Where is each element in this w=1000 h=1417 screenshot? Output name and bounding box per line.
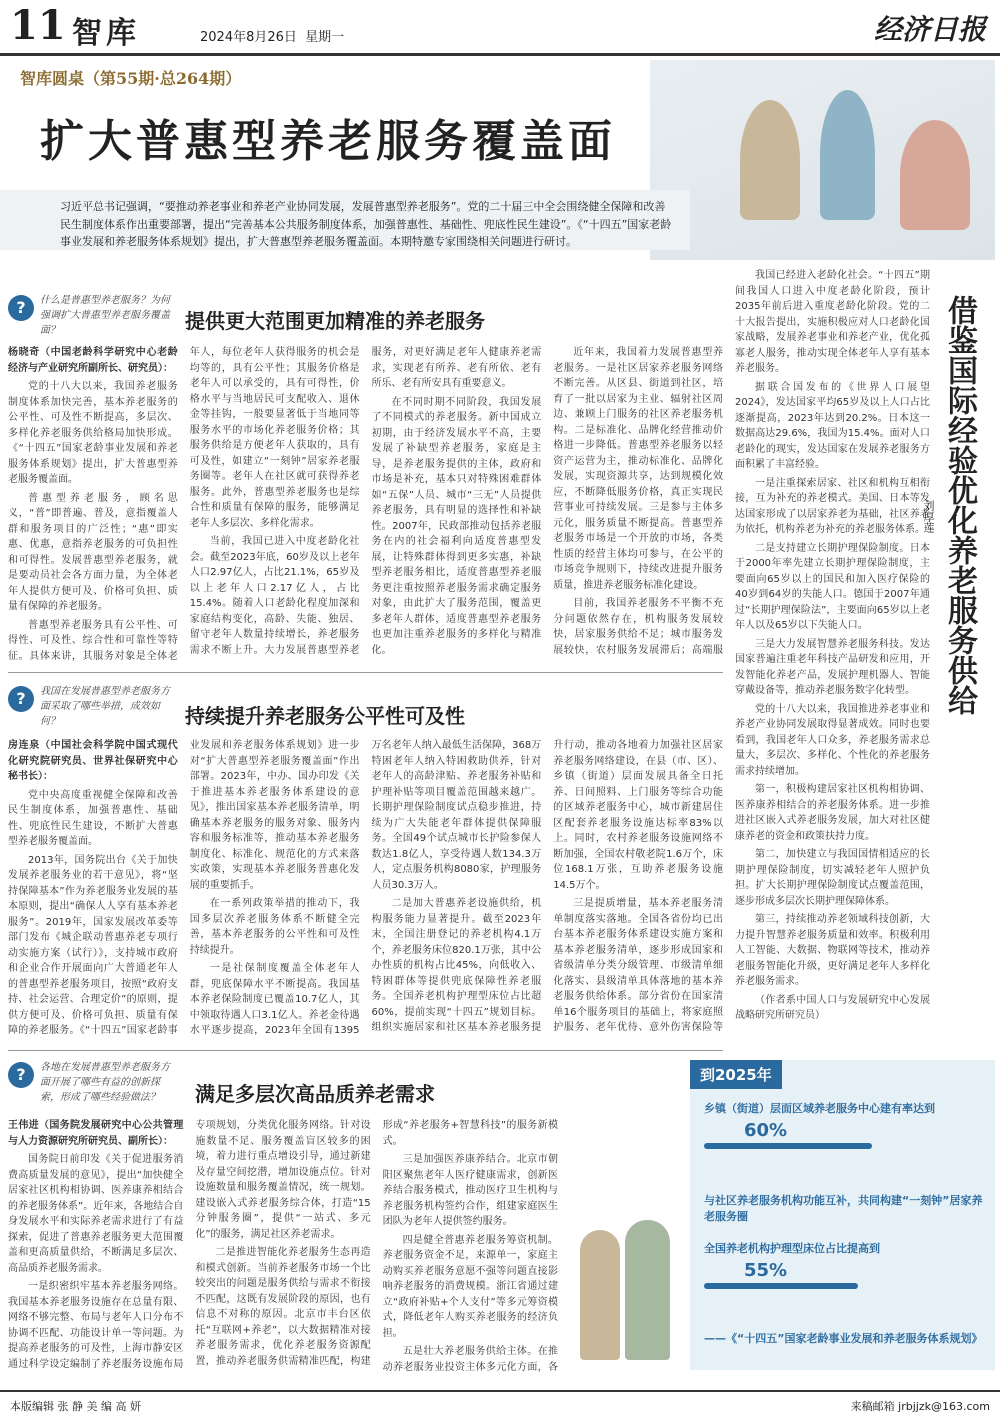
section-divider [8, 672, 723, 673]
section1-subhead: 提供更大范围更加精准的养老服务 [185, 309, 485, 333]
footer-editors: 本版编辑 张 静 美 编 高 妍 [10, 1400, 141, 1413]
stat-label: 乡镇（街道）层面区域养老服务中心建有率达到 [704, 1102, 935, 1115]
caregiver-figure [820, 90, 875, 220]
section3-question: 各地在发展普惠型养老服务方面开展了哪些有益的创新探索，形成了哪些经验做法？ [40, 1062, 170, 1103]
right-article-author: 刘厚莲 [922, 500, 935, 533]
section2-byline: 房连泉（中国社会科学院中国式现代化研究院研究员、世界社保研究中心秘书长）： [8, 740, 178, 782]
section2-body [8, 738, 723, 1043]
right-affiliation: （作者系中国人口与发展研究中心发展战略研究所研究员） [735, 994, 930, 1021]
section2-paragraph: 党中央高度重视健全保障和改善民生制度体系，加强普惠性、基础性、兜底性民生建设，不断扩大普惠型养老服务覆盖面。 [8, 789, 178, 847]
question-icon: ? [8, 295, 34, 321]
stat-value: 55% [744, 1260, 788, 1281]
section2-paragraph: 在一系列政策举措的推动下，我国多层次养老服务体系不断健全完善，基本养老服务的公平性和可及性持续提升。 [189, 898, 360, 956]
page-number: 11 [10, 2, 66, 49]
stats-title: 到2025年 [690, 1060, 782, 1089]
issue-date [200, 26, 344, 45]
stat-bar [704, 1283, 858, 1289]
section3-body [8, 1118, 558, 1386]
date-text: 2024年8月26日 [200, 30, 297, 45]
weekday-text: 星期一 [305, 30, 345, 45]
right-article-body [735, 268, 930, 1058]
section3-subhead: 满足多层次高品质养老需求 [195, 1082, 435, 1106]
masthead [0, 0, 1000, 56]
elderly-hero-illustration [650, 60, 995, 260]
right-paragraph: 我国已经进入老龄化社会。“十四五”期间我国人口进入中度老龄化阶段，预计2035年前后进入重度老龄化阶段。党的二十大报告提出，实施积极应对人口老龄化国家战略，发展养老事业和养老产业，优化孤寡老人服务，推动实现全体老年人享有基本养老服务。 [735, 270, 930, 374]
stat-bar [704, 1143, 872, 1149]
elderly-couple-illustration [560, 1170, 690, 1370]
right-paragraph: 二是支持建立长期护理保险制度。日本于2000年率先建立长期护理保险制度，主要面向65岁以上的国民和加入医疗保险的40岁到64岁的失能人口。德国于2007年通过“长期护理保险法”，主要面向65岁以上老年人以及65岁以下失能人口。 [735, 542, 930, 631]
section1-paragraph: 党的十八大以来，我国养老服务制度体系加快完善，基本养老服务的公平性、可及性不断提高，多层次、多样化养老服务供给格局加快形成。《“十四五”国家老龄事业发展和养老服务体系规划》提出，扩大普惠型养老服务覆盖面。 [8, 381, 178, 485]
section2-subhead: 持续提升养老服务公平性可及性 [185, 704, 465, 728]
question-icon: ? [8, 686, 34, 712]
page-footer [0, 1390, 1000, 1417]
stat-label: 全国养老机构护理型床位占比提高到 [704, 1242, 880, 1255]
stat-value: 60% [744, 1120, 788, 1141]
right-paragraph: 第一，积极构建居家社区机构相协调、医养康养相结合的养老服务体系。进一步推进社区嵌入式养老服务发展，加大对社区健康养老的资金和政策扶持力度。 [735, 784, 930, 842]
right-paragraph: 据联合国发布的《世界人口展望2024》，发达国家平均65岁及以上人口占比逐渐提高，2023年达到20.2%。日本这一数据高达29.6%，我国为15.4%。面对人口老龄化的现实，发达国家在发展养老服务方面积累了丰富经验。 [735, 381, 930, 470]
section1-paragraph: 目前，我国养老服务不平衡不充分问题依然存在，机构服务发展较快，居家服务供给不足；城市服务发展较快，农村服务发展滞后；高端服 [553, 598, 723, 656]
section2-paragraph: 2013年，国务院出台《关于加快发展养老服务业的若干意见》，将“坚持保障基本”作为养老服务业发展的基本原则，提出“确保人人享有基本养老服务”。2019年，国家发展改革委等部门发布《城企联动普惠养老专项行动实施方案（试行）》，支持城市政府和企业合作开展面向广大普通老年人的普惠型养老服务项目，按照“政府支持、社会运营、合理定价”的原则，提供方便可及、价格可负担、质量有保障的养老服务。《“十四五”国家老龄事业发展和养老服务体系规划》进一步对“扩大普惠型养老服务覆盖面”作出部署。2023年，中办、国办印发《关于推进基本养老服务体系建设的意见》，推出国家基本养老服务清单，明确基本养老服务的服务对象、服务内容和服务标准等，推动基本养老服务制度化、标准化、规范化的方式来落实政策，实现基本养老服务普惠化发展的重要抓手。 [8, 740, 360, 1036]
section1-paragraph: 普惠型养老服务，顾名思义，“普”即普遍、普及，意指覆盖人群和服务项目的广泛性；“惠”即实惠、优惠，意指养老服务的可负担性和可得性。发展普惠型养老服务，就是要动员社会各方面力量，为全体老年人提供方便可及、价格可负担、质量有保障的养老服务。 [8, 492, 178, 612]
section1-paragraph: 近年来，我国着力发展普惠型养老服务。一是社区居家养老服务网络不断完善。从区县、街道到社区，培育了一批以居家为主业、辐射社区周边、兼顾上门服务的社区养老服务机构。二是标准化、品牌化经营推动价格进一步降低。普惠型养老服务以轻资产运营为主，推动标准化、品牌化发展，实现资源共享，达到规模化效应，不断降低服务价格，真正实现民营事业可持续发展。三是参与主体多元化，服务质量不断提高。普惠型养老服务市场是一个开放的市场，各类性质的经营主体均可参与，在公平的市场竞争规则下，持续改进提升服务质量，推进养老服务标准化建设。 [553, 347, 723, 591]
stat-item [704, 1100, 984, 1149]
elderly-woman-figure [900, 120, 970, 230]
right-paragraph: 第三，持续推动养老领域科技创新，大力提升智慧养老服务质量和效率。积极利用人工智能、大数据、物联网等技术，推动养老服务智能化升级，更好满足老年人多样化养老服务需求。 [735, 914, 930, 987]
section1-paragraph: 当前，我国已进入中度老龄化社会。截至2023年底，60岁及以上老年人口2.97亿人，占比21.1%，65岁及以上老年人口2.17亿人，占比15.4%。随着人口老龄化程度加深和家庭结构变化，高龄、失能、独居、留守老年人数量持续增长，养老服务需求不断上升。大力发展普惠型养老服务，对更好满足老年人健康养老需求，实现老有所养、老有所依、老有所乐、老有所安具有重要意义。 [189, 347, 542, 656]
section-divider [8, 1050, 723, 1051]
column-tag: 智库圆桌（第55期·总264期） [20, 69, 242, 88]
stat-item [704, 1192, 984, 1224]
right-paragraph: 党的十八大以来，我国推进养老事业和养老产业协同发展取得显著成效。同时也要看到，我国老年人口众多，养老服务需求总量大，多层次、多样化、个性化的养老服务需求持续增加。 [735, 703, 930, 777]
elderly-man-figure [740, 100, 800, 220]
stats-source: ——《“十四五”国家老龄事业发展和养老服务体系规划》 [704, 1332, 983, 1345]
section3-paragraph: 国务院日前印发《关于促进服务消费高质量发展的意见》，提出“加快健全居家社区机构相协调、医养康养相结合的养老服务体系”。近年来，各地结合自身发展水平和实际养老需求进行了有益探索，促进了普惠养老服务更大范围覆盖和更高质量供给，不断满足多层次、高品质养老服务需求。 [8, 1154, 184, 1274]
section2-paragraph: 二是加大普惠养老设施供给，机构服务能力显著提升。截至2023年末，全国注册登记的养老机构4.1万个，养老服务床位820.1万张，其中公办性质的机构占比45%，向低收入、特困群体等提供兜底保障性养老服务。全国养老机构护理型床位占比超60%，提前实现“十四五”规划目标。组织实施居家和社区基本养老服务提升行动，推动各地着力加强社区居家养老服务网络建设，在县（市、区）、乡镇（街道）层面发展具备全日托养、日间照料、上门服务等综合功能的区域养老服务中心，城市新建居住区配套养老服务设施达标率83%以上。同时，农村养老服务设施网络不断加强，全国农村敬老院1.6万个，床位168.1万张，互助养老服务设施14.5万个。 [371, 740, 723, 1033]
section3-paragraph: 五是壮大养老服务供给主体。在推动养老服务业投资主体多元化方面，各 [382, 1346, 558, 1373]
footer-email: 来稿邮箱 jrbjjzk@163.com [850, 1400, 990, 1413]
section1-byline: 杨晓奇（中国老龄科学研究中心老龄经济与产业研究所副所长、研究员）： [8, 347, 178, 374]
right-paragraph: 第二，加快建立与我国国情相适应的长期护理保险制度，切实减轻老年人照护负担。扩大长期护理保险制度试点覆盖范围，逐步形成多层次长期护理保障体系。 [735, 849, 930, 907]
stats-box [690, 1060, 995, 1370]
elderly-figure-right [625, 1220, 670, 1360]
section1-paragraph: 在不同时期不同阶段，我国发展了不同模式的养老服务。新中国成立初期，由于经济发展水平不高，主要发展了补缺型养老服务，家庭是主导，是养老服务提供的主体，政府和市场是补充，基本只对特殊困难群体如“五保”人员、城市“三无”人员提供养老服务，具有明显的选择性和补缺性。2007年，民政部推动包括养老服务在内的社会福利向适度普惠型发展，让特殊群体得到更多实惠，补缺型养老服务相比，适度普惠型养老服务更注重按照养老服务需求确定服务对象，由此扩大了服务范围，覆盖更多老年人群体，适度普惠型养老服务也更加注重养老服务的多样化与精准化。 [371, 396, 542, 656]
section2-paragraph: 一是社保制度覆盖全体老年人群，兜底保障水平不断提高。我国基本养老保险制度已覆盖10.7亿人，其中领取待遇人口3.1亿人。养老金待遇水平逐步提高，2023年全国有1395万名老年人纳入最低生活保障，368万特困老年人纳入特困救助供养，针对老年人的高龄津贴、养老服务补贴和护理补贴等项目覆盖范围越来越广。长期护理保险制度试点稳步推进，持续为广大失能老年群体提供保障服务。全国49个试点城市长护险参保人数达1.8亿人，享受待遇人数134.3万人，定点服务机构8080家，护理服务人员30.3万人。 [189, 740, 542, 1036]
stat-item [704, 1240, 984, 1289]
section2-question: 我国在发展普惠型养老服务方面采取了哪些举措，成效如何？ [40, 686, 170, 727]
newspaper-logo: 经济日报 [873, 13, 986, 46]
section1-question: 什么是普惠型养老服务？为何强调扩大普惠型养老服务覆盖面？ [40, 295, 170, 336]
question-icon: ? [8, 1062, 34, 1088]
right-article-title: 借鉴国际经验优化养老服务供给 [942, 295, 977, 715]
section3-paragraph: 三是加强医养康养结合。北京市朝阳区聚焦老年人医疗健康需求，创新医养结合服务模式，推动医疗卫生机构与养老服务机构签约合作，组建家庭医生团队为老年人提供签约服务。 [382, 1154, 558, 1227]
section1-body [8, 345, 723, 665]
section1-paragraph: 普惠型养老服务具有公平性、可得性、可及性、综合性和可靠性等特征。具体来讲，其服务对象是全体老年人，每位老年人获得服务的机会是均等的，具有公平性；其服务价格是老年人可以承受的，具有可得性，价格水平与当地居民可支配收入、退休金等挂钩，一般要显著低于当地同等服务水平的市场化养老服务价格；其服务供给是方便老年人获取的，具有可及性，如建立“一刻钟”居家养老服务圈等。老年人在社区就可获得养老服务。此外，普惠型养老服务也是综合性和质量有保障的服务，能够满足老年人多层次、多样化需求。 [8, 347, 360, 662]
section3-paragraph: 四是健全普惠养老服务筹资机制。养老服务资金不足，来源单一，家庭主动购买养老服务意愿不强等问题直接影响养老服务的消费规模。浙江省通过建立“政府补贴+个人支付”等多元筹资模式，降低老年人购买养老服务的经济负担。 [382, 1234, 558, 1339]
intro-text: 习近平总书记强调，“要推动养老事业和养老产业协同发展，发展普惠型养老服务”。党的二十届三中全会围绕健全保障和改善民生制度体系作出重要部署，提出“完善基本公共服务制度体系，加强普惠性、基础性、兜底性民生建设”。《“十四五”国家老龄事业发展和养老服务体系规划》提出，扩大普惠型养老服务覆盖面。本期特邀专家围绕相关问题进行研讨。 [60, 200, 672, 249]
stat-label: 与社区养老服务机构功能互补，共同构建“一刻钟”居家养老服务圈 [704, 1194, 983, 1223]
section3-paragraph: 二是推进智能化养老服务生态再造和模式创新。当前养老服务市场一个比较突出的问题是服务供给与需求不衔接不匹配，这既有发展阶段的原因，也有信息不对称的原因。北京市丰台区依托“互联网+养老”，以大数据精准对接养老服务需求，优化养老服务资源配置，推动养老服务供需精准匹配，构建形成“养老服务+智慧科技”的服务新模式。 [195, 1120, 558, 1367]
elderly-figure-left [580, 1230, 620, 1360]
right-paragraph: 三是大力发展智慧养老服务科技。发达国家普遍注重老年科技产品研发和应用，开发智能化养老产品，发展护理机器人、智能穿戴设备等，推动养老服务数字化转型。 [735, 638, 930, 696]
section2-paragraph: 三是提质增量，基本养老服务清单制度落实落地。全国各省份均已出台基本养老服务体系建设实施方案和基本养老服务清单，逐步形成国家和省级清单分类分级管理、市级清单细化落实、县级清单具体落地的基本养老服务供给体系。部分省份在国家清单16个服务项目的基础上，将家庭照护服务、老年优待、意外伤害保险等 [553, 898, 723, 1033]
page-headline: 扩大普惠型养老服务覆盖面 [40, 116, 616, 167]
right-paragraph: 一是注重探索居家、社区和机构互相衔接，互为补充的养老模式。美国、日本等发达国家形成了以居家养老为基础，社区养老为依托，机构养老为补充的养老服务体系。 [735, 477, 930, 535]
section3-byline: 王伟进（国务院发展研究中心公共管理与人力资源研究所研究员、副所长）： [8, 1120, 184, 1147]
intro-block [0, 190, 690, 250]
section3-paragraph: 一是织密织牢基本养老服务网络。我国基本养老服务设施存在总量有限、网络不够完整、布局与老年人口分布不协调不匹配、功能设计单一等问题。为提高养老服务的可及性，上海市静安区通过科学设定编制了养老服务设施布局专项规划，分类优化服务网络。针对设施数量不足、服务覆盖盲区较多的困境，着力进行重点增设引导，通过新建及存量空间挖潜，增加设施点位。针对设施数量和服务覆盖情况，统一规划。建设嵌入式养老服务综合体，打造“15分钟服务圈”，提供“一站式、多元化”的服务，满足社区养老需求。 [8, 1120, 371, 1370]
section-name: 智库 [72, 16, 140, 51]
